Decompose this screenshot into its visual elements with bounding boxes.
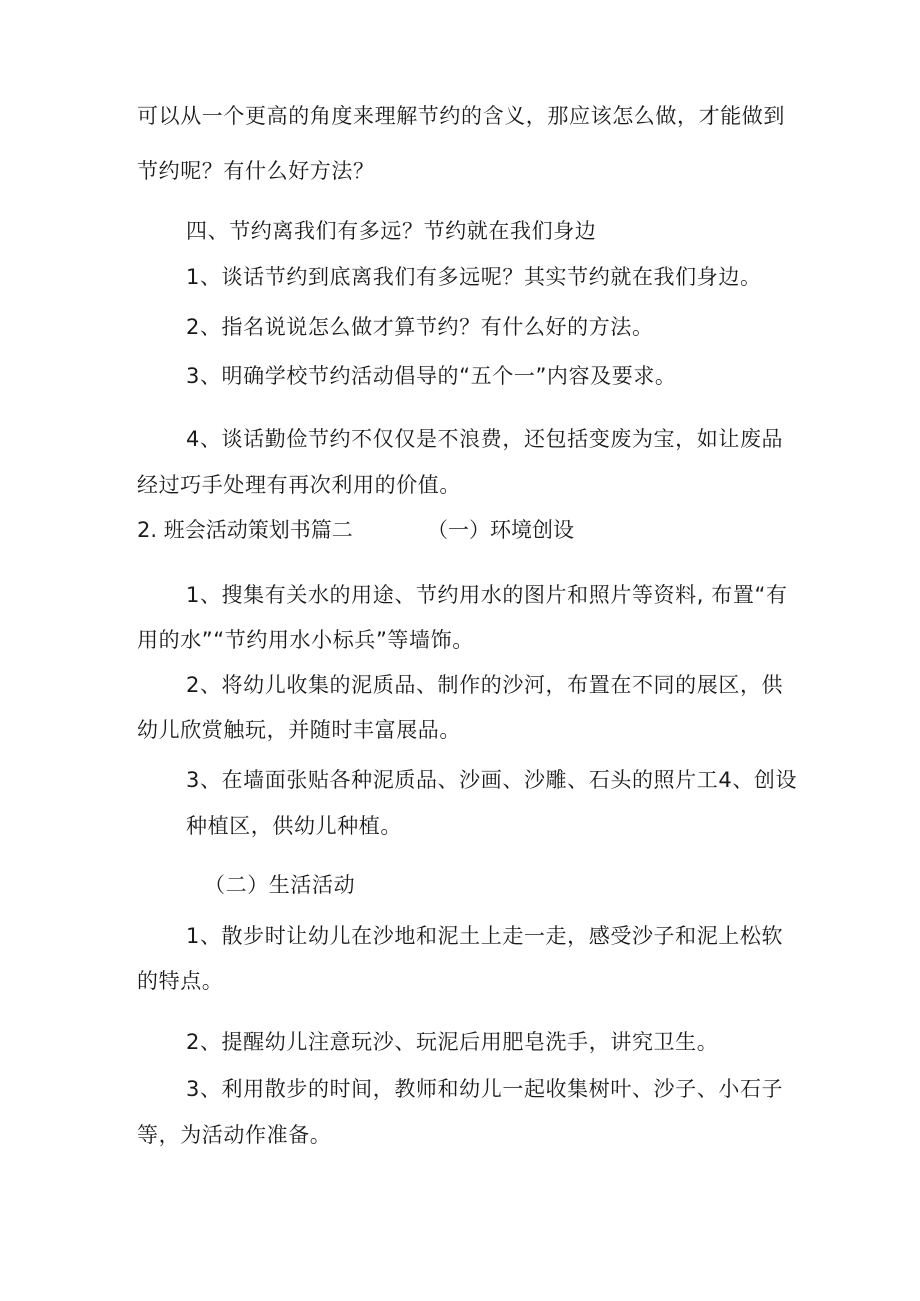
section-heading-row [137, 516, 837, 546]
section-heading: 四、节约离我们有多远？节约就在我们身边 [186, 219, 597, 243]
section-title: 2. 班会活动策划书篇二 [137, 518, 353, 542]
section-subtitle: （一）环境创设 [427, 518, 574, 542]
list-item: 2、指名说说怎么做才算节约？有什么好的方法。 [186, 315, 654, 339]
list-item: 1、谈话节约到底离我们有多远呢？其实节约就在我们身边。 [186, 265, 762, 289]
list-item: 1、散步时让幼儿在沙地和泥土上走一走，感受沙子和泥上松软 [186, 924, 784, 948]
list-item: 1、搜集有关水的用途、节约用水的图片和照片等资料, 布置“有 [186, 583, 788, 607]
paragraph-line: 幼儿欣赏触玩，并随时丰富展品。 [137, 718, 461, 742]
list-item: 2、将幼儿收集的泥质品、制作的沙河，布置在不同的展区，供 [186, 673, 784, 697]
paragraph-line: 的特点。 [137, 969, 224, 993]
list-item: 3、利用散步的时间，教师和幼儿一起收集树叶、沙子、小石子 [186, 1077, 784, 1101]
paragraph-line: 种植区，供幼儿种植。 [186, 814, 402, 838]
list-item: 3、在墙面张贴各种泥质品、沙画、沙雕、石头的照片工4、创设 [186, 768, 798, 792]
paragraph-line: 节约呢？有什么好方法？ [137, 159, 375, 183]
list-item: 4、谈话勤俭节约不仅仅是不浪费，还包括变废为宝，如让废品 [186, 427, 784, 451]
paragraph-line: 等，为活动作准备。 [137, 1123, 332, 1147]
section-heading: （二）生活活动 [204, 873, 356, 897]
list-item: 3、明确学校节约活动倡导的“五个一”内容及要求。 [186, 364, 677, 388]
list-item: 2、提醒幼儿注意玩沙、玩泥后用肥皂洗手，讲究卫生。 [186, 1030, 719, 1054]
paragraph-line: 用的水”“节约用水小标兵”等墙饰。 [137, 628, 474, 652]
paragraph-line: 可以从一个更高的角度来理解节约的含义，那应该怎么做，才能做到 [137, 104, 785, 128]
paragraph-line: 经过巧手处理有再次利用的价值。 [137, 473, 461, 497]
